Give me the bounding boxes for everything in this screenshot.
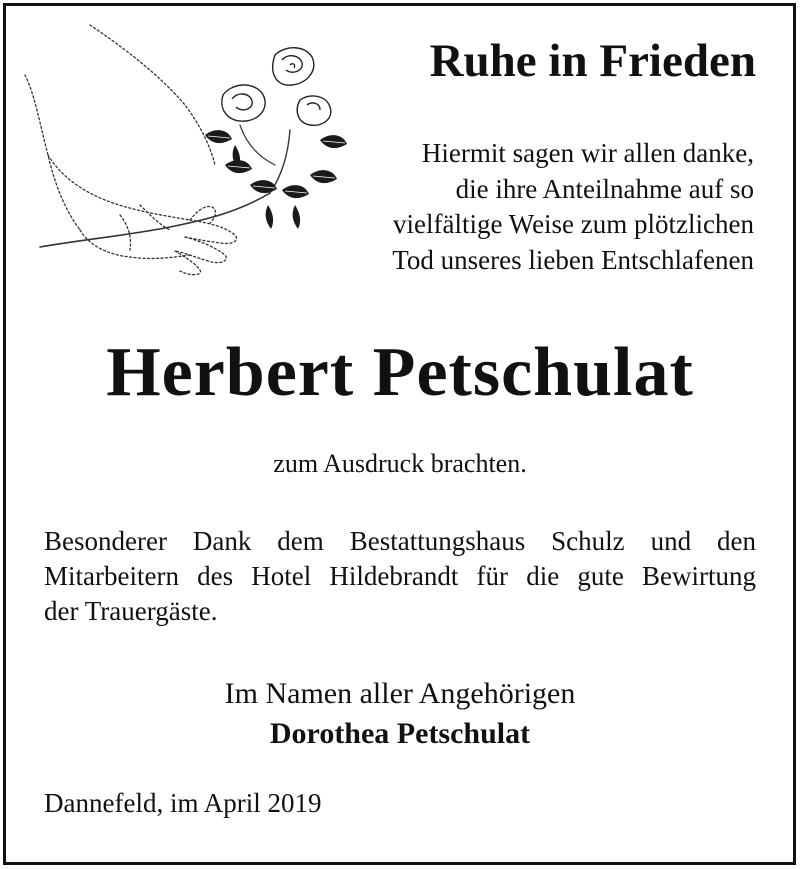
intro-line: die ihre Anteilnahme auf so <box>455 173 754 204</box>
signatory-name: Dorothea Petschulat <box>269 717 531 750</box>
notice-heading: Ruhe in Frieden <box>429 35 756 87</box>
intro-line: Tod unseres lieben Entschlafenen <box>392 244 754 275</box>
expressed-text: zum Ausdruck brachten. <box>273 449 527 478</box>
intro-line: Hiermit sagen wir allen danke, <box>421 138 754 168</box>
thanks-line: der Trauergäste. <box>44 596 218 626</box>
thanks-paragraph <box>44 524 756 629</box>
hand-rose-icon <box>20 15 355 280</box>
dateline: Dannefeld, im April 2019 <box>44 788 322 818</box>
deceased-name: Herbert Petschulat <box>106 334 694 411</box>
thanks-line: Mitarbeitern des Hotel Hildebrandt für die gute Bewirtung <box>44 561 756 591</box>
family-signature <box>0 674 800 754</box>
intro-text <box>334 136 754 278</box>
family-line: Im Namen aller Angehörigen <box>224 677 576 710</box>
thanks-line: Besonderer Dank dem Bestattungshaus Schulz und den <box>44 526 756 556</box>
intro-line: vielfältige Weise zum plötzlichen <box>393 209 754 239</box>
